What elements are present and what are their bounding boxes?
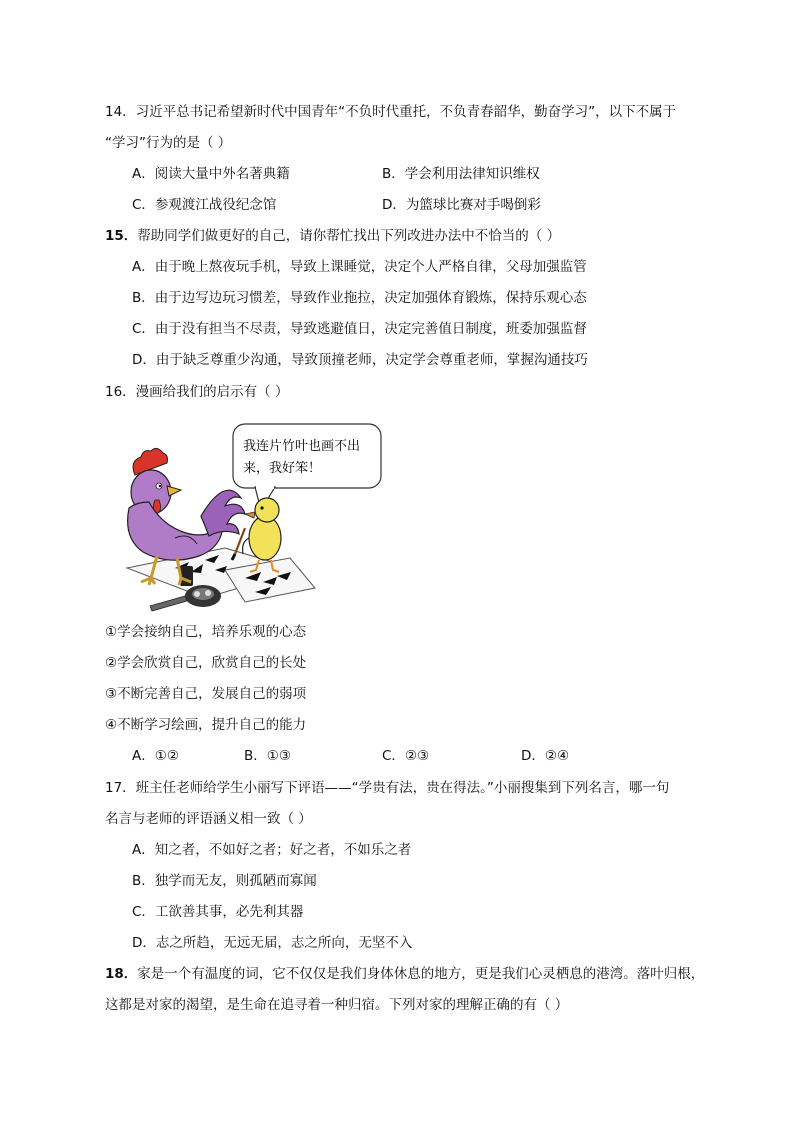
q17-option-b[interactable]: B．独学而无友，则孤陋而寡闻 (132, 873, 317, 889)
q17-option-d[interactable]: D．志之所趋，无远无届，志之所向，无坚不入 (132, 935, 413, 951)
q16-statement-2: ②学会欣赏自己，欣赏自己的长处 (105, 655, 307, 671)
q16-option-b[interactable]: B．①③ (244, 748, 291, 764)
q14-option-d[interactable]: D．为篮球比赛对手喝倒彩 (382, 197, 541, 213)
q18-number: 18． (105, 966, 138, 982)
q17-stem-line1: 17．班主任老师给学生小丽写下评语——“学贵有法，贵在得法。”小丽搜集到下列名言，哪一句 (105, 780, 670, 796)
q18-stem-line2: 这都是对家的渴望，是生命在追寻着一种归宿。下列对家的理解正确的有（ ） (105, 997, 569, 1013)
q17-stem-line2: 名言与老师的评语涵义相一致（ ） (105, 811, 312, 827)
q15-option-c[interactable]: C．由于没有担当不尽责，导致逃避值日，决定完善值日制度，班委加强监督 (132, 321, 587, 337)
q16-option-a[interactable]: A．①② (132, 748, 179, 764)
q17-option-a[interactable]: A．知之者，不如好之者；好之者，不如乐之者 (132, 842, 412, 858)
q16-option-d[interactable]: D．②④ (521, 748, 570, 764)
q16-statement-4: ④不断学习绘画，提升自己的能力 (105, 717, 307, 733)
bubble-text-line2: 来，我好笨！ (243, 461, 322, 476)
q14-stem-line2: “学习”行为的是（ ） (105, 135, 232, 151)
cartoon-image (105, 420, 395, 615)
q18-stem-line1 (105, 964, 704, 984)
q18-stem-text: 家是一个有温度的词，它不仅仅是我们身体休息的地方，更是我们心灵栖息的港湾。落叶归根， (137, 966, 705, 982)
q15-option-b[interactable]: B．由于边写边玩习惯差，导致作业拖拉，决定加强体育锻炼，保持乐观心态 (132, 290, 587, 306)
q15-stem-text: 帮助同学们做更好的自己，请你帮忙找出下列改进办法中不恰当的（ ） (137, 228, 561, 244)
q16-statement-3: ③不断完善自己，发展自己的弱项 (105, 686, 307, 702)
bubble-text-line1: 我连片竹叶也画不出 (243, 439, 361, 454)
q14-stem-line1: 14．习近平总书记希望新时代中国青年“不负时代重托，不负青春韶华，勤奋学习”，以下不属于 (105, 104, 677, 120)
q16-option-c[interactable]: C．②③ (382, 748, 430, 764)
q14-option-c[interactable]: C．参观渡江战役纪念馆 (132, 197, 277, 213)
q14-option-a[interactable]: A．阅读大量中外名著典籍 (132, 166, 290, 182)
speech-bubble (233, 424, 381, 510)
q17-option-c[interactable]: C．工欲善其事，必先利其器 (132, 904, 304, 920)
q15-stem (105, 226, 560, 246)
q14-option-b[interactable]: B．学会利用法律知识维权 (382, 166, 540, 182)
q15-option-a[interactable]: A．由于晚上熬夜玩手机，导致上课睡觉，决定个人严格自律，父母加强监管 (132, 259, 587, 275)
q15-number: 15． (105, 228, 138, 244)
q15-option-d[interactable]: D．由于缺乏尊重少沟通，导致顶撞老师，决定学会尊重老师，掌握沟通技巧 (132, 352, 588, 368)
q16-statement-1: ①学会接纳自己，培养乐观的心态 (105, 624, 307, 640)
q16-stem: 16．漫画给我们的启示有（ ） (105, 384, 289, 400)
